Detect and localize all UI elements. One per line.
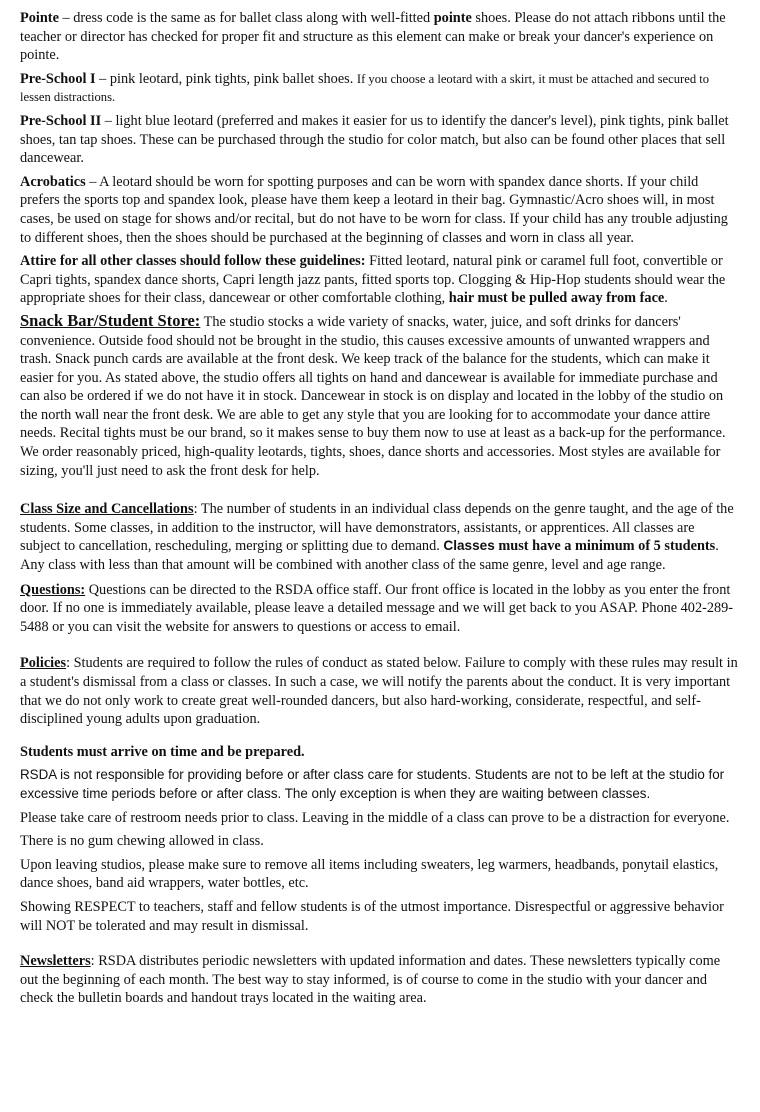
acrobatics-text: – A leotard should be worn for spotting purposes and can be worn with spandex dance shorts. If your child prefers the sports top and spandex look, please have them keep a leotard in their bag. Gymnastic/Acro shoes will, in most cases, be used on stage for shows and/or recital, but do not have to be worn for class. If your child has any trouble adjusting to different shoes, then the shoes should be purchased at the beginning of classes and worn in class all year. bbox=[20, 173, 728, 246]
attire-paragraph bbox=[20, 252, 738, 308]
attire-bold-hair: hair must be pulled away from face bbox=[448, 290, 665, 307]
attire-label: Attire for all other classes should follow these guidelines: bbox=[20, 253, 366, 270]
rule-item: Showing RESPECT to teachers, staff and fellow students is of the utmost importance. Disrespectful or aggressive behavior will NOT be tolerated and may result in dismissal. bbox=[20, 898, 724, 934]
acrobatics-paragraph bbox=[20, 173, 738, 247]
policies-paragraph bbox=[20, 654, 738, 728]
pointe-text-1: – dress code is the same as for ballet class along with well-fitted bbox=[58, 10, 434, 26]
acrobatics-label: Acrobatics bbox=[20, 173, 86, 190]
pointe-paragraph bbox=[20, 9, 738, 65]
class-size-heading: Class Size and Cancellations bbox=[20, 501, 194, 518]
snack-text: The studio stocks a wide variety of snacks, water, juice, and soft drinks for dancers' convenience. Outside food should not be brought in the studio, this causes excessive amounts of unwanted wrappers and trash. Snack punch cards are available at the front desk. We keep track of the balance for the students, which can make it easier for you. As stated above, the studio offers all tights on hand and dancewear is available for immediate purchase and can also be ordered if we do not have it in stock. Dancewear in stock is on display and located in the lobby of the studio on the north wall near the front desk. We are able to get any style that you are looking for to accommodate your dance attire needs. Recital tights must be our brand, so it makes sense to buy them now to use at least as a back-up for the performance. We order reasonably priced, high-quality leotards, tights, shoes, dance shorts and accessories. Most styles are available for sizing, you'll just need to ask the front desk for help. bbox=[20, 313, 726, 479]
snack-paragraph bbox=[20, 312, 738, 480]
questions-paragraph bbox=[20, 581, 738, 637]
newsletters-text: : RSDA distributes periodic newsletters with updated information and dates. These newsletters typically come out the beginning of each month. The best way to stay informed, is of course to come in the studio with your dancer and check the bulletin boards and handout trays located in the waiting area. bbox=[20, 953, 721, 1007]
preschool2-text: – light blue leotard (preferred and makes it easier for us to identify the dancer's level), pink tights, pink ballet shoes, tan tap shoes. These can be purchased through the studio for color match, but also can be found other places that sell dancewear. bbox=[20, 112, 729, 167]
preschool2-label: Pre-School II bbox=[20, 112, 102, 129]
rule-item: Please take care of restroom needs prior to class. Leaving in the middle of a class can prove to be a distraction for everyone. bbox=[20, 809, 730, 826]
preschool1-label: Pre-School I bbox=[20, 70, 96, 87]
preschool1-text-1: – pink leotard, pink tights, pink ballet shoes. bbox=[95, 70, 357, 87]
class-size-text-2: . Any class with less than that amount will be combined with another class of the same genre, level and age range. bbox=[20, 538, 719, 574]
questions-heading: Questions: bbox=[20, 581, 86, 598]
preschool1-text-2: If you choose a leotard with a skirt, it must be attached and secured to lessen distractions. bbox=[20, 71, 710, 105]
newsletters-heading: Newsletters bbox=[20, 953, 91, 970]
policies-text: : Students are required to follow the rules of conduct as stated below. Failure to comply with these rules may result in a student's dismissal from a class or classes. In such a case, we will notify the parents about the conduct. It is very important that we do not only work to create great well-rounded dancers, but also hard-working, considerate, respectful, and self-disciplined young adults upon graduation. bbox=[20, 655, 738, 728]
class-size-bold-minimum: must have a minimum of 5 students bbox=[494, 538, 716, 555]
preschool1-paragraph bbox=[20, 70, 738, 107]
questions-text: Questions can be directed to the RSDA office staff. Our front office is located in the lobby as you enter the front door. If no one is immediately available, please leave a detailed message and we will get back to you ASAP. Phone 402-289-5488 or you can visit the website for answers to questions or access to email. bbox=[20, 581, 734, 635]
class-size-bold-classes: Classes bbox=[443, 538, 495, 554]
pointe-bold-word: pointe bbox=[433, 10, 472, 26]
snack-heading: Snack Bar/Student Store: bbox=[20, 310, 201, 330]
class-size-paragraph bbox=[20, 500, 738, 574]
attire-text-1: Fitted leotard, natural pink or caramel full foot, convertible or Capri tights, spandex dance shorts, Capri length jazz pants, fitted sports top. Clogging & Hip-Hop students should wear the appropriate shoes for their class, dancewear or other comfortable clothing, bbox=[20, 253, 726, 307]
preschool2-paragraph bbox=[20, 112, 738, 168]
arrive-heading-text: Students must arrive on time and be prepared. bbox=[20, 743, 305, 760]
pointe-label: Pointe bbox=[20, 10, 59, 26]
arrive-heading bbox=[20, 743, 738, 762]
rule-item: There is no gum chewing allowed in class. bbox=[20, 833, 264, 850]
rule-item: RSDA is not responsible for providing before or after class care for students. Students are not to be left at the studio for excessive time periods before or after class. The only exception is when they are waiting between classes. bbox=[20, 767, 725, 801]
pointe-text-2: shoes. Please do not attach ribbons until the teacher or director has checked for proper fit and structure as this element can make or break your dancer's experience on pointe. bbox=[20, 10, 726, 64]
class-size-text-1: : The number of students in an individual class depends on the genre taught, and the age of the students. Some classes, in addition to the instructor, will have demonstrators, assistants, or apprentices. All classes are subject to cancellation, rescheduling, merging or splitting due to demand. bbox=[20, 501, 734, 555]
attire-text-2: . bbox=[664, 290, 668, 307]
rule-item: Upon leaving studios, please make sure to remove all items including sweaters, leg warmers, headbands, ponytail elastics, dance shoes, band aid wrappers, water bottles, etc. bbox=[20, 856, 719, 892]
policies-heading: Policies bbox=[20, 655, 67, 672]
newsletters-paragraph bbox=[20, 952, 738, 1008]
